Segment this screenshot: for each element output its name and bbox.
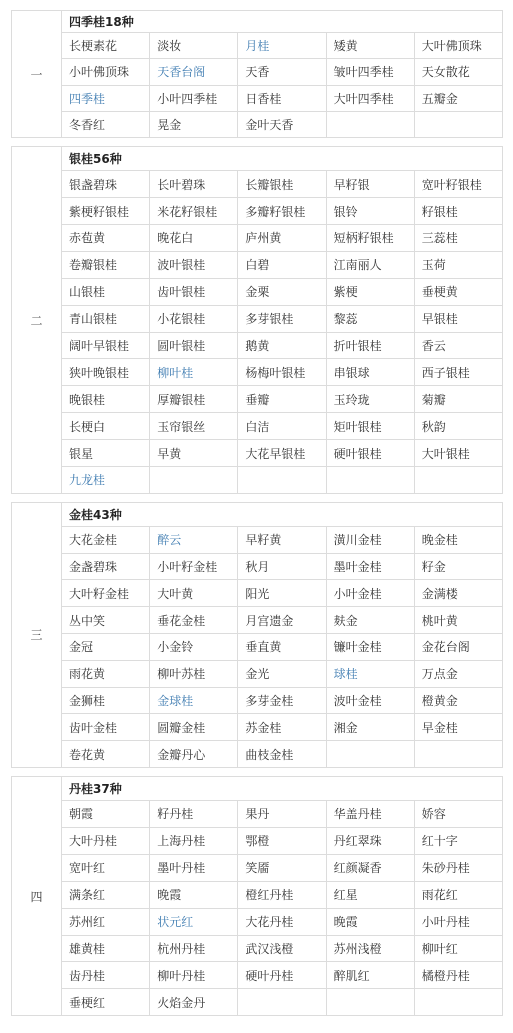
variety-cell: 火焰金丹 (150, 989, 238, 1016)
table-row (12, 553, 503, 580)
variety-cell: 晚霞 (326, 908, 414, 935)
empty-cell (238, 989, 326, 1016)
table-row (12, 801, 503, 828)
variety-cell: 折叶银桂 (326, 332, 414, 359)
variety-cell: 晃金 (150, 111, 238, 137)
variety-cell: 短柄籽银桂 (326, 224, 414, 251)
variety-cell: 金瓣丹心 (150, 741, 238, 768)
variety-cell: 雨花黄 (62, 660, 150, 687)
section-header-row (12, 11, 503, 33)
variety-cell: 镰叶金桂 (326, 634, 414, 661)
variety-cell: 苏州浅橙 (326, 935, 414, 962)
table-row (12, 466, 503, 493)
variety-cell: 金栗 (238, 278, 326, 305)
variety-cell: 早籽银 (326, 171, 414, 198)
variety-link[interactable]: 金球桂 (150, 687, 238, 714)
table-row (12, 935, 503, 962)
variety-cell: 玉玲珑 (326, 386, 414, 413)
variety-cell: 柳叶红 (414, 935, 502, 962)
variety-cell: 矮黄 (326, 33, 414, 59)
variety-cell: 上海丹桂 (150, 827, 238, 854)
variety-cell: 大叶丹桂 (62, 827, 150, 854)
table-row (12, 881, 503, 908)
section-number: 三 (12, 502, 62, 767)
variety-cell: 五瓣金 (414, 85, 502, 111)
variety-cell: 朱砂丹桂 (414, 854, 502, 881)
variety-cell: 小叶金桂 (326, 580, 414, 607)
gap-cell (12, 768, 503, 777)
variety-cell: 苏州红 (62, 908, 150, 935)
table-row (12, 251, 503, 278)
table-row (12, 989, 503, 1016)
variety-cell: 厚瓣银桂 (150, 386, 238, 413)
table-row (12, 33, 503, 59)
table-row (12, 359, 503, 386)
table-row (12, 634, 503, 661)
variety-cell: 垂瓣 (238, 386, 326, 413)
variety-cell: 齿叶银桂 (150, 278, 238, 305)
table-row (12, 827, 503, 854)
variety-link[interactable]: 天香台阁 (150, 59, 238, 85)
variety-cell: 圆叶银桂 (150, 332, 238, 359)
variety-cell: 齿叶金桂 (62, 714, 150, 741)
variety-cell: 籽金 (414, 553, 502, 580)
table-row (12, 962, 503, 989)
table-row (12, 278, 503, 305)
variety-cell: 晚花白 (150, 224, 238, 251)
table-row (12, 908, 503, 935)
variety-cell: 冬香红 (62, 111, 150, 137)
variety-table-container (11, 10, 502, 1016)
variety-cell: 多芽金桂 (238, 687, 326, 714)
section-header-row (12, 502, 503, 526)
variety-cell: 满条红 (62, 881, 150, 908)
variety-cell: 阳光 (238, 580, 326, 607)
table-row (12, 413, 503, 440)
variety-cell: 晚金桂 (414, 526, 502, 553)
variety-cell: 籽银桂 (414, 198, 502, 225)
osmanthus-variety-table (11, 10, 503, 1016)
variety-cell: 天香 (238, 59, 326, 85)
variety-cell: 香云 (414, 332, 502, 359)
section-header-row (12, 777, 503, 801)
table-row (12, 59, 503, 85)
variety-cell: 丛中笑 (62, 607, 150, 634)
variety-cell: 金冠 (62, 634, 150, 661)
variety-cell: 小花银桂 (150, 305, 238, 332)
variety-cell: 卷花黄 (62, 741, 150, 768)
variety-cell: 潢川金桂 (326, 526, 414, 553)
variety-cell: 长瓣银桂 (238, 171, 326, 198)
variety-cell: 金光 (238, 660, 326, 687)
table-row (12, 440, 503, 467)
variety-cell: 万点金 (414, 660, 502, 687)
variety-cell: 红颜凝香 (326, 854, 414, 881)
variety-cell: 早金桂 (414, 714, 502, 741)
variety-cell: 小叶佛顶珠 (62, 59, 150, 85)
variety-cell: 秋韵 (414, 413, 502, 440)
variety-cell: 晚霞 (150, 881, 238, 908)
empty-cell (326, 741, 414, 768)
variety-cell: 波叶金桂 (326, 687, 414, 714)
variety-cell: 大花早银桂 (238, 440, 326, 467)
empty-cell (326, 989, 414, 1016)
variety-cell: 大花丹桂 (238, 908, 326, 935)
variety-cell: 垂花金桂 (150, 607, 238, 634)
section-gap (12, 138, 503, 147)
variety-cell: 垂直黄 (238, 634, 326, 661)
empty-cell (238, 466, 326, 493)
variety-cell: 宽叶红 (62, 854, 150, 881)
variety-link[interactable]: 月桂 (238, 33, 326, 59)
empty-cell (326, 466, 414, 493)
variety-cell: 墨叶丹桂 (150, 854, 238, 881)
variety-cell: 大花金桂 (62, 526, 150, 553)
variety-cell: 串银球 (326, 359, 414, 386)
variety-cell: 菊瓣 (414, 386, 502, 413)
table-row (12, 332, 503, 359)
variety-cell: 长梗白 (62, 413, 150, 440)
variety-cell: 大叶黄 (150, 580, 238, 607)
variety-cell: 红星 (326, 881, 414, 908)
gap-cell (12, 138, 503, 147)
variety-cell: 小叶四季桂 (150, 85, 238, 111)
section-number: 一 (12, 11, 62, 138)
variety-cell: 天女散花 (414, 59, 502, 85)
variety-cell: 白洁 (238, 413, 326, 440)
variety-cell: 早籽黄 (238, 526, 326, 553)
table-row (12, 198, 503, 225)
empty-cell (414, 466, 502, 493)
variety-cell: 麸金 (326, 607, 414, 634)
table-row (12, 111, 503, 137)
variety-cell: 橘橙丹桂 (414, 962, 502, 989)
variety-cell: 矩叶银桂 (326, 413, 414, 440)
variety-cell: 玉荷 (414, 251, 502, 278)
variety-cell: 长叶碧珠 (150, 171, 238, 198)
empty-cell (326, 111, 414, 137)
variety-cell: 红十字 (414, 827, 502, 854)
section-title: 丹桂37种 (62, 777, 503, 801)
variety-link[interactable]: 柳叶桂 (150, 359, 238, 386)
variety-link[interactable]: 九龙桂 (62, 466, 150, 493)
variety-cell: 三蕊桂 (414, 224, 502, 251)
variety-cell: 圆瓣金桂 (150, 714, 238, 741)
variety-cell: 宽叶籽银桂 (414, 171, 502, 198)
section-gap (12, 768, 503, 777)
variety-cell: 阔叶早银桂 (62, 332, 150, 359)
variety-cell: 华盖丹桂 (326, 801, 414, 828)
variety-cell: 月宫遗金 (238, 607, 326, 634)
variety-cell: 晚银桂 (62, 386, 150, 413)
table-row (12, 171, 503, 198)
variety-cell: 米花籽银桂 (150, 198, 238, 225)
variety-cell: 青山银桂 (62, 305, 150, 332)
variety-cell: 皱叶四季桂 (326, 59, 414, 85)
variety-cell: 曲枝金桂 (238, 741, 326, 768)
section-header-row (12, 147, 503, 171)
variety-cell: 丹红翠珠 (326, 827, 414, 854)
variety-cell: 秋月 (238, 553, 326, 580)
table-row (12, 714, 503, 741)
table-row (12, 741, 503, 768)
variety-cell: 鹅黄 (238, 332, 326, 359)
variety-cell: 桃叶黄 (414, 607, 502, 634)
variety-cell: 早银桂 (414, 305, 502, 332)
variety-cell: 早黄 (150, 440, 238, 467)
variety-cell: 墨叶金桂 (326, 553, 414, 580)
variety-cell: 硬叶丹桂 (238, 962, 326, 989)
variety-link[interactable]: 球桂 (326, 660, 414, 687)
variety-cell: 果丹 (238, 801, 326, 828)
variety-cell: 垂梗红 (62, 989, 150, 1016)
variety-cell: 金叶天香 (238, 111, 326, 137)
variety-cell: 大叶籽金桂 (62, 580, 150, 607)
variety-cell: 银铃 (326, 198, 414, 225)
variety-cell: 紫梗 (326, 278, 414, 305)
variety-cell: 银星 (62, 440, 150, 467)
variety-cell: 长梗素花 (62, 33, 150, 59)
variety-cell: 醉肌红 (326, 962, 414, 989)
empty-cell (150, 466, 238, 493)
variety-cell: 杭州丹桂 (150, 935, 238, 962)
empty-cell (414, 741, 502, 768)
variety-cell: 白碧 (238, 251, 326, 278)
variety-link[interactable]: 四季桂 (62, 85, 150, 111)
variety-cell: 金满楼 (414, 580, 502, 607)
table-row (12, 607, 503, 634)
variety-link[interactable]: 状元红 (150, 908, 238, 935)
variety-cell: 金狮桂 (62, 687, 150, 714)
variety-cell: 苏金桂 (238, 714, 326, 741)
table-row (12, 854, 503, 881)
variety-cell: 鄂橙 (238, 827, 326, 854)
variety-cell: 橙红丹桂 (238, 881, 326, 908)
section-gap (12, 493, 503, 502)
section-title: 四季桂18种 (62, 11, 503, 33)
table-row (12, 580, 503, 607)
variety-cell: 狭叶晚银桂 (62, 359, 150, 386)
section-number: 二 (12, 147, 62, 494)
table-row (12, 660, 503, 687)
variety-cell: 小金铃 (150, 634, 238, 661)
variety-cell: 多芽银桂 (238, 305, 326, 332)
variety-cell: 湘金 (326, 714, 414, 741)
table-row (12, 386, 503, 413)
variety-cell: 柳叶苏桂 (150, 660, 238, 687)
variety-cell: 波叶银桂 (150, 251, 238, 278)
variety-cell: 紫梗籽银桂 (62, 198, 150, 225)
variety-cell: 橙黄金 (414, 687, 502, 714)
section-title: 银桂56种 (62, 147, 503, 171)
variety-cell: 银盏碧珠 (62, 171, 150, 198)
variety-cell: 大叶银桂 (414, 440, 502, 467)
table-row (12, 526, 503, 553)
variety-cell: 金花台阁 (414, 634, 502, 661)
variety-cell: 垂梗黄 (414, 278, 502, 305)
gap-cell (12, 493, 503, 502)
variety-cell: 齿丹桂 (62, 962, 150, 989)
variety-link[interactable]: 醉云 (150, 526, 238, 553)
variety-cell: 硬叶银桂 (326, 440, 414, 467)
variety-cell: 柳叶丹桂 (150, 962, 238, 989)
variety-cell: 小叶丹桂 (414, 908, 502, 935)
variety-cell: 笑靥 (238, 854, 326, 881)
variety-cell: 杨梅叶银桂 (238, 359, 326, 386)
variety-cell: 江南丽人 (326, 251, 414, 278)
variety-cell: 籽丹桂 (150, 801, 238, 828)
variety-cell: 赤苞黄 (62, 224, 150, 251)
variety-cell: 娇容 (414, 801, 502, 828)
variety-cell: 玉帘银丝 (150, 413, 238, 440)
variety-cell: 武汉浅橙 (238, 935, 326, 962)
variety-cell: 山银桂 (62, 278, 150, 305)
variety-cell: 雨花红 (414, 881, 502, 908)
variety-cell: 多瓣籽银桂 (238, 198, 326, 225)
variety-cell: 淡妆 (150, 33, 238, 59)
table-row (12, 687, 503, 714)
variety-cell: 大叶四季桂 (326, 85, 414, 111)
variety-cell: 金盏碧珠 (62, 553, 150, 580)
variety-cell: 朝霞 (62, 801, 150, 828)
variety-cell: 日香桂 (238, 85, 326, 111)
empty-cell (414, 989, 502, 1016)
section-title: 金桂43种 (62, 502, 503, 526)
variety-cell: 卷瓣银桂 (62, 251, 150, 278)
empty-cell (414, 111, 502, 137)
table-row (12, 85, 503, 111)
table-row (12, 224, 503, 251)
variety-cell: 小叶籽金桂 (150, 553, 238, 580)
variety-cell: 大叶佛顶珠 (414, 33, 502, 59)
variety-cell: 西子银桂 (414, 359, 502, 386)
table-row (12, 305, 503, 332)
variety-cell: 庐州黄 (238, 224, 326, 251)
section-number: 四 (12, 777, 62, 1016)
variety-cell: 黎蕊 (326, 305, 414, 332)
variety-cell: 雄黄桂 (62, 935, 150, 962)
